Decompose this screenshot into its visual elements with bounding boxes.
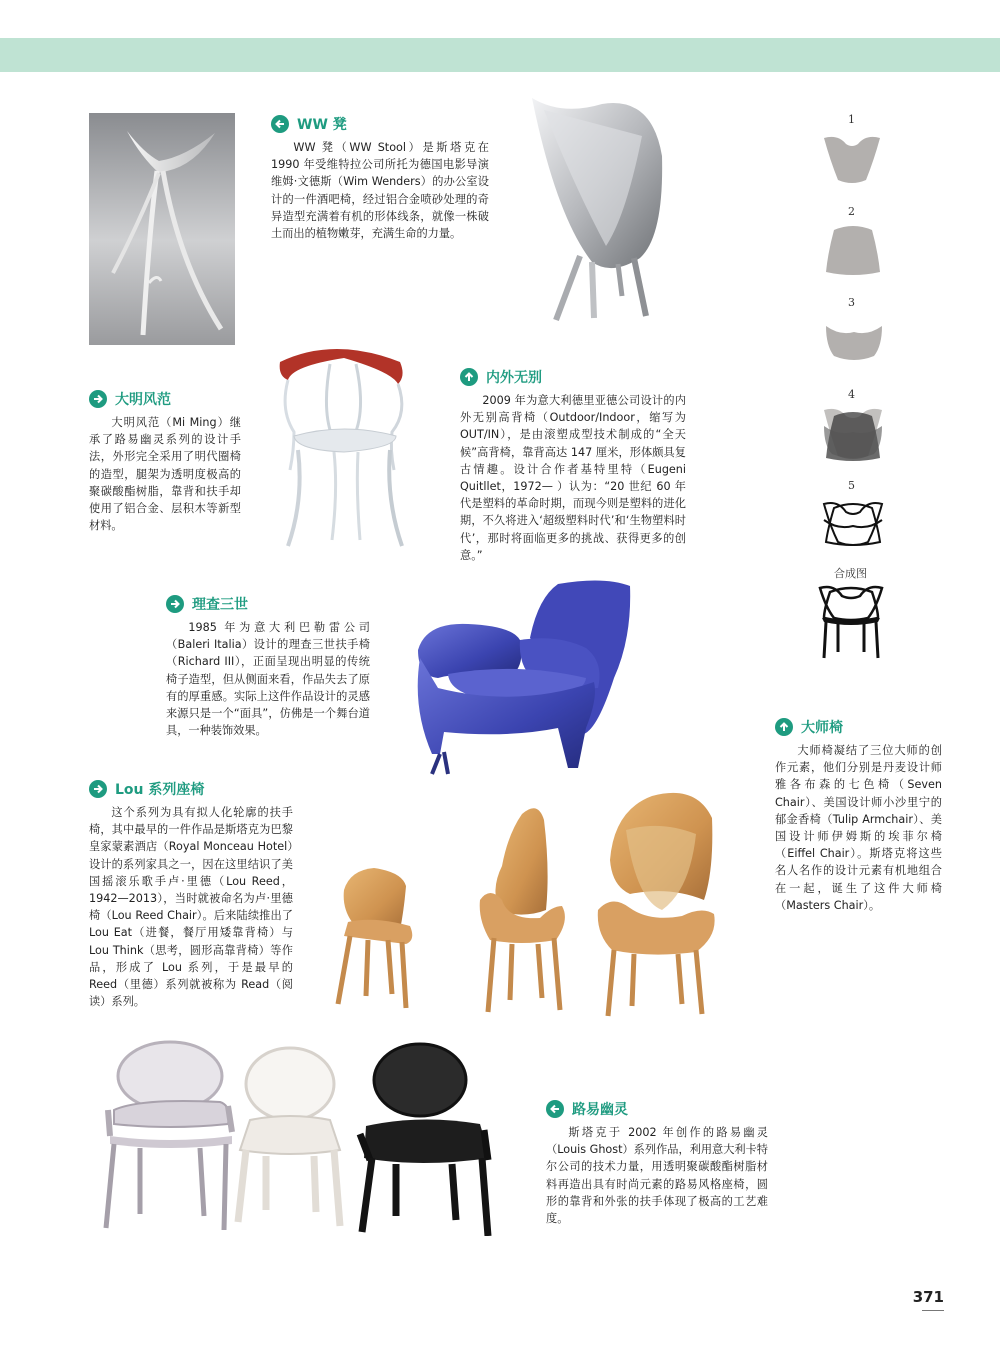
seven-chair-silhouette — [822, 134, 882, 186]
overlay-silhouette — [820, 404, 886, 464]
diagram-label-4: 4 — [848, 388, 855, 401]
outin-chair-photo — [522, 96, 668, 324]
arrow-right-icon — [89, 390, 107, 408]
arrow-up-icon — [460, 368, 478, 386]
ww-stool-photo — [89, 113, 235, 345]
richard-title: 理查三世 — [192, 597, 248, 613]
diagram-label-3: 3 — [848, 296, 855, 309]
arrow-right-icon — [166, 595, 184, 613]
diagram-label-2: 2 — [848, 205, 855, 218]
page-number: 371 — [912, 1288, 944, 1306]
section-lou — [89, 778, 293, 1010]
masters-title: 大师椅 — [801, 720, 843, 736]
arrow-left-icon — [546, 1100, 564, 1118]
louis-ghost-text: 斯塔克于 2002 年创作的路易幽灵（Louis Ghost）系列作品，利用意大利卡特尔公司的技术力量，用透明聚碳酸酯树脂材料再造出具有时尚元素的路易风格座椅，圆形的靠背和外张的扶手体现了极高的工艺难度。 — [546, 1126, 768, 1226]
section-masters — [775, 716, 942, 914]
masters-text: 大师椅凝结了三位大师的创作元素，他们分别是丹麦设计师雅各布森的七色椅（Seven Chair）、美国设计师小沙里宁的郁金香椅（Tulip Armchair）、美国设计师伊姆斯的埃菲尔椅（Eiffel Chair）。斯塔克将这些名人名作的设计元素有机地组合在一起，诞生了这件大师椅（Masters Chair）。 — [775, 744, 942, 912]
outin-title: 内外无别 — [486, 370, 542, 386]
arrow-right-icon — [89, 780, 107, 798]
section-ming — [89, 388, 241, 534]
ww-stool-title: WW 凳 — [297, 117, 347, 133]
louis-ghost-title: 路易幽灵 — [572, 1102, 628, 1118]
richard-text: 1985 年为意大利巴勒雷公司（Baleri Italia）设计的理查三世扶手椅（Richard III），正面呈现出明显的传统椅子造型，但从侧面来看，作品失去了原有的厚重感。实际上这件作品设计的灵感来源只是一个“面具”，仿佛是一个舞台道具，一种装饰效果。 — [166, 621, 370, 738]
outline-silhouette — [820, 498, 886, 548]
ww-stool-text: WW 凳（WW Stool）是斯塔克在 1990 年受维特拉公司所托为德国电影导演维姆·文德斯（Wim Wenders）的办公室设计的一件酒吧椅，经过铝合金喷砂处理的奇异造型充满着有机的形体线条，就像一株破土而出的植物嫩芽，充满生命的力量。 — [271, 141, 489, 241]
ming-text: 大明风范（Mi Ming）继承了路易幽灵系列的设计手法，外形完全采用了明代圈椅的造型，腿架为透明度极高的聚碳酸酯树脂，靠背和扶手却使用了铝合金、层积木等新型材料。 — [89, 416, 241, 533]
top-banner — [0, 38, 1000, 72]
ming-title: 大明风范 — [115, 392, 171, 408]
lou-title: Lou 系列座椅 — [115, 782, 205, 798]
outin-text: 2009 年为意大利德里亚德公司设计的内外无别高背椅（Outdoor/Indoor，缩写为 OUT/IN），是由滚塑成型技术制成的“全天候”高背椅，靠背高达 147 厘米，形体颇具复古情趣。设计合作者基特里特（Eugeni Quitllet，1972— ）认为：“20 世纪 60 年代是塑料的革命时期，而现今则是塑料的进化期，不久将进入‘超级塑料时代’和‘生物塑料时代’，那时将面临更多的挑战、获得更多的创意。” — [460, 394, 686, 562]
louis-ghost-photo — [100, 1040, 494, 1236]
masters-chair-drawing — [816, 582, 886, 660]
ming-chair-photo — [274, 340, 412, 552]
section-richard — [166, 593, 370, 739]
section-louis-ghost — [546, 1098, 768, 1227]
lou-chairs-photo — [330, 790, 720, 1018]
arrow-left-icon — [271, 115, 289, 133]
diagram-label-5: 5 — [848, 479, 855, 492]
section-outin — [460, 366, 686, 564]
composite-label: 合成图 — [834, 567, 867, 580]
arrow-up-icon — [775, 718, 793, 736]
richard-chair-photo — [408, 578, 634, 776]
tulip-chair-silhouette — [824, 226, 882, 276]
eiffel-chair-silhouette — [824, 322, 884, 362]
lou-text: 这个系列为具有拟人化轮廓的扶手椅，其中最早的一件作品是斯塔克为巴黎皇家蒙素酒店（Royal Monceau Hotel）设计的系列家具之一，因在这里结识了美国摇滚乐歌手卢·里德（Lou Reed，1942—2013），当时就被命名为卢·里德椅（Lou Reed Chair）。后来陆续推出了 Lou Eat（进餐，餐厅用矮靠背椅）与 Lou Think（思考，圆形高靠背椅）等作品，形成了 Lou 系列，于是最早的 Reed（里德）系列就被称为 Read（阅读）系列。 — [89, 806, 293, 1009]
diagram-label-1: 1 — [848, 113, 855, 126]
section-ww-stool — [271, 113, 489, 242]
page-number-rule — [922, 1310, 944, 1311]
